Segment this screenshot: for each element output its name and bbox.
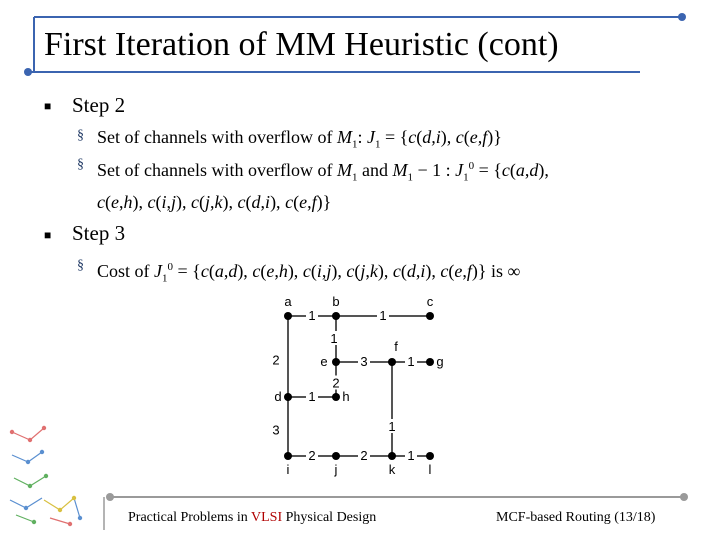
node-label-h: h <box>342 389 350 404</box>
edge-weight-b-e: 1 <box>330 331 338 346</box>
edge-weight-d-h: 1 <box>308 389 316 404</box>
node-label-j: j <box>334 462 338 477</box>
slide-title: First Iteration of MM Heuristic (cont) <box>44 26 559 63</box>
node-label-b: b <box>332 294 340 309</box>
sub-bullet-marker: § <box>77 258 84 273</box>
graph-node-i <box>284 452 292 460</box>
edge-weight-i-j: 2 <box>308 448 316 463</box>
step2-heading: Step 2 <box>72 93 126 117</box>
graph-node-d <box>284 393 292 401</box>
footer-dot-right <box>680 493 688 501</box>
routing-graph <box>268 290 468 480</box>
node-label-l: l <box>428 462 432 477</box>
footer-section-page: MCF-based Routing (13/18) <box>496 510 656 525</box>
step2-item-2: Set of channels with overflow of $M_1$ and $M_1 - 1$ : $J_1^0 = \{c(a,d)$, c(e,h), c(i,j), c(j,k), c(d,i), c(e,f)} <box>97 160 549 212</box>
footer-dot-left <box>106 493 114 501</box>
edge-weight-b-c: 1 <box>379 308 387 323</box>
step3-item-1: Cost of $J_1^0 = \{c(a,d)$, c(e,h), c(i,j), c(j,k), c(d,i), c(e,f)} is ∞ <box>97 261 521 285</box>
graph-node-h <box>332 393 340 401</box>
edge-weight-k-l: 1 <box>407 448 415 463</box>
edge-weight-a-b: 1 <box>308 308 316 323</box>
frame-dot-left <box>24 68 32 76</box>
edge-weight-f-g: 1 <box>407 354 415 369</box>
node-label-f: f <box>394 339 398 354</box>
step3-heading: Step 3 <box>72 221 126 245</box>
sub-bullet-marker: § <box>77 128 84 143</box>
bullet-marker: ■ <box>44 99 52 113</box>
edge-weight-a-d: 2 <box>272 352 280 368</box>
footer-vlsi: VLSI <box>251 510 283 525</box>
graph-node-k <box>388 452 396 460</box>
graph-node-a <box>284 312 292 320</box>
node-label-c: c <box>426 294 434 309</box>
edge-weight-j-k: 2 <box>360 448 368 463</box>
node-label-d: d <box>274 389 282 404</box>
graph-node-b <box>332 312 340 320</box>
edge-weight-e-h: 2 <box>332 375 340 391</box>
graph-node-j <box>332 452 340 460</box>
graph-node-f <box>388 358 396 366</box>
graph-node-e <box>332 358 340 366</box>
decorative-corner-graph <box>10 426 82 526</box>
node-label-e: e <box>320 354 328 369</box>
step2-item-1: Set of channels with overflow of $M_1$: $J_1 = \{c(d,i)$, c(e,f)} <box>97 127 502 151</box>
graph-node-g <box>426 358 434 366</box>
node-label-k: k <box>388 462 396 477</box>
bullet-marker: ■ <box>44 228 52 242</box>
node-label-i: i <box>286 462 290 477</box>
edge-weight-d-i: 3 <box>272 422 280 438</box>
edge-weight-f-k: 1 <box>388 419 396 434</box>
frame-dot-top-right <box>678 13 686 21</box>
sub-bullet-marker: § <box>77 157 84 172</box>
graph-node-c <box>426 312 434 320</box>
node-label-g: g <box>436 354 444 369</box>
footer-course-title: Practical Problems in VLSI Physical Design <box>128 510 377 525</box>
edge-weight-e-f: 3 <box>360 354 368 369</box>
node-label-a: a <box>284 294 292 309</box>
graph-node-l <box>426 452 434 460</box>
